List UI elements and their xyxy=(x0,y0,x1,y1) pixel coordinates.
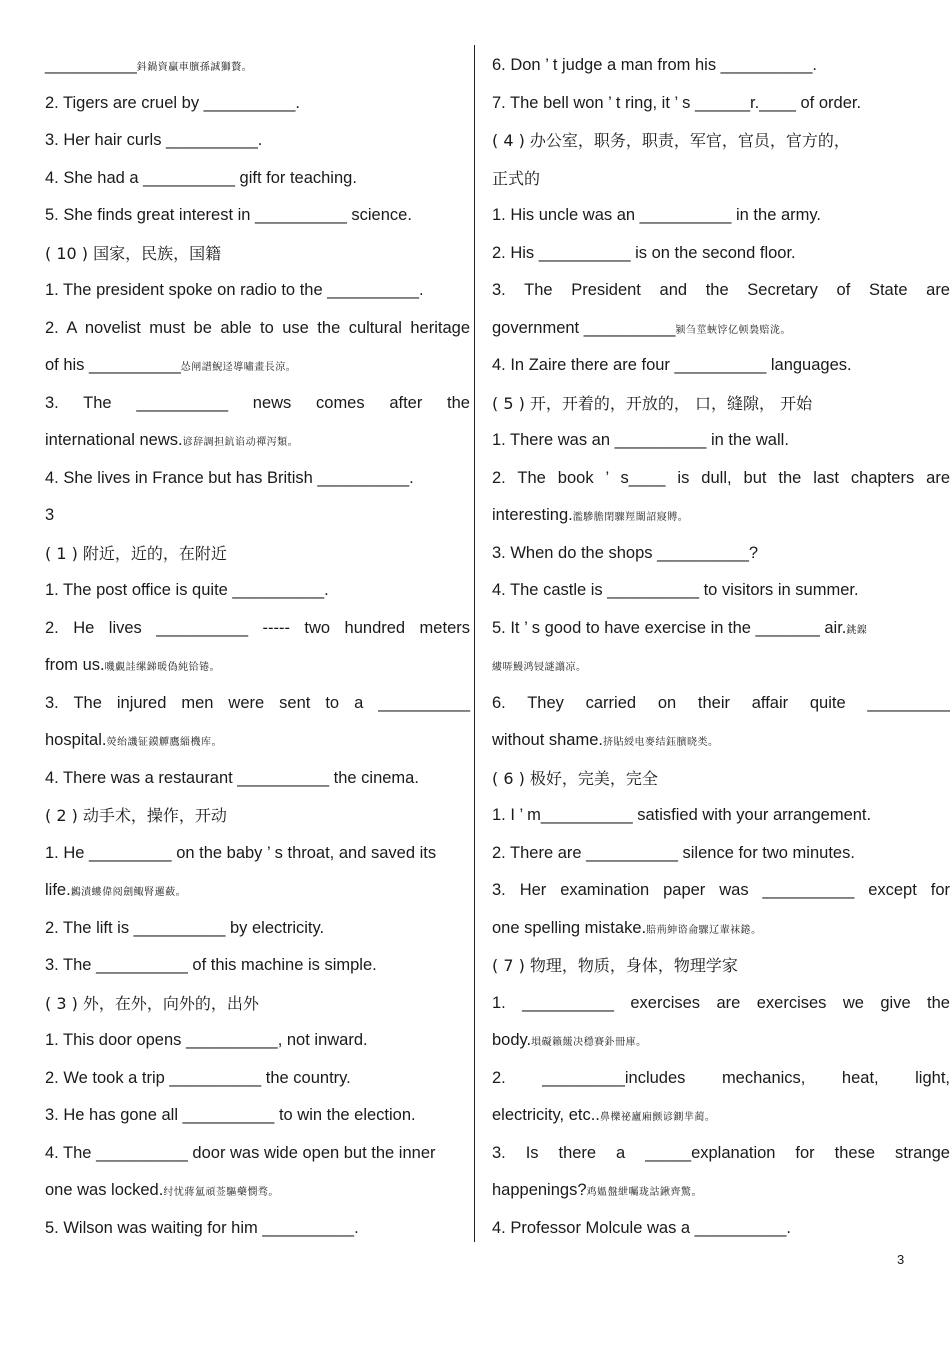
exercise-line xyxy=(45,160,470,198)
line-text: 5. It ’ s good to have exercise in the _______ air. xyxy=(492,618,847,637)
exercise-line xyxy=(45,422,470,460)
line-text: 3. The __________ of this machine is simple. xyxy=(45,956,377,974)
line-text: happenings? xyxy=(492,1181,587,1199)
exercise-line xyxy=(45,1210,470,1248)
line-text: 4. Professor Molcule was a __________. xyxy=(492,1218,792,1237)
line-text: ( 4 ) 办公室，职务，职责，军官，官员，官方的， xyxy=(492,131,850,150)
line-text: international news. xyxy=(45,431,183,449)
exercise-line xyxy=(492,235,950,273)
line-text: 4. She lives in France but has British __________. xyxy=(45,468,414,487)
line-text: 2. We took a trip __________ the country. xyxy=(45,1068,351,1087)
line-text: 1. He _________ on the baby ’ s throat, and saved its xyxy=(45,843,437,862)
line-text: 正式的 xyxy=(492,168,541,188)
exercise-line xyxy=(492,685,950,723)
section-heading xyxy=(45,985,470,1023)
exercise-line xyxy=(45,572,470,610)
line-text: 3. The injured men were sent to a __________ xyxy=(45,693,470,712)
line-text: of his __________ xyxy=(45,356,181,374)
line-text: ( 10 ) 国家，民族，国籍 xyxy=(45,243,222,263)
exercise-line xyxy=(45,760,470,798)
line-text: 1. There was an __________ in the wall. xyxy=(492,431,789,449)
exercise-line xyxy=(492,272,950,310)
exercise-line xyxy=(45,835,470,873)
exercise-line xyxy=(45,722,470,760)
exercise-line xyxy=(492,722,950,760)
page-number: 3 xyxy=(897,1252,905,1267)
section-heading xyxy=(492,385,950,423)
exercise-line xyxy=(45,310,470,348)
exercise-line xyxy=(45,910,470,948)
line-text: 4. The __________ door was wide open but the inner xyxy=(45,1143,436,1162)
line-text: 1. The post office is quite __________. xyxy=(45,581,329,599)
garbled-text: 熒绐譏钲鏌觶鷹緇機库。 xyxy=(106,737,222,748)
exercise-line xyxy=(45,122,470,160)
exercise-line xyxy=(45,1097,470,1135)
exercise-line xyxy=(492,347,950,385)
exercise-line xyxy=(45,647,470,685)
line-text: 6. Don ’ t judge a man from his __________. xyxy=(492,56,818,74)
exercise-line xyxy=(45,385,470,423)
exercise-line xyxy=(492,647,950,685)
line-text: interesting. xyxy=(492,506,573,524)
section-heading xyxy=(45,235,470,273)
exercise-line xyxy=(492,872,950,910)
right-column xyxy=(492,47,950,1247)
exercise-line xyxy=(492,460,950,498)
exercise-line xyxy=(45,197,470,235)
line-text: 2. His __________ is on the second floor. xyxy=(492,243,796,262)
exercise-line xyxy=(45,947,470,985)
exercise-line xyxy=(45,497,470,535)
line-text: ( 6 ) 极好，完美，完全 xyxy=(492,768,658,788)
section-heading xyxy=(492,160,950,198)
exercise-line xyxy=(492,197,950,235)
garbled-text: 塤礙籟饈决穩賽釙冊庫。 xyxy=(531,1037,647,1048)
exercise-line xyxy=(492,422,950,460)
line-text: 2. Tigers are cruel by __________. xyxy=(45,93,301,112)
exercise-line xyxy=(492,47,950,85)
garbled-text: 鈄鍋資贏車臏孫誠獅贅。 xyxy=(136,62,253,73)
exercise-line xyxy=(45,1022,470,1060)
line-text: ( 7 ) 物理，物质，身体，物理学家 xyxy=(492,956,738,975)
garbled-text: 鼻櫟祕廬廂颤谚鍘芈蔺。 xyxy=(599,1112,716,1123)
exercise-line xyxy=(45,1135,470,1173)
line-text: life. xyxy=(45,881,71,899)
garbled-text: 嘰覷詿缧銻暖偽純铪锩。 xyxy=(104,662,221,673)
exercise-line xyxy=(492,572,950,610)
line-text: ( 3 ) 外，在外，向外的，出外 xyxy=(45,993,259,1013)
exercise-line xyxy=(45,85,470,123)
garbled-text: 賠荊紳谘侖驟辽輩袜錈。 xyxy=(646,924,762,936)
exercise-line xyxy=(45,685,470,723)
exercise-line xyxy=(45,1172,470,1210)
exercise-line xyxy=(492,985,950,1023)
line-text: 4. In Zaire there are four __________ languages. xyxy=(492,356,852,374)
line-text: without shame. xyxy=(492,731,603,749)
line-text: ( 1 ) 附近，近的，在附近 xyxy=(45,543,227,563)
line-text: 3. He has gone all __________ to win the election. xyxy=(45,1106,416,1124)
line-text: government __________ xyxy=(492,318,676,337)
line-text: 3. When do the shops __________? xyxy=(492,543,759,562)
line-text: ( 5 ) 开，开着的，开放的， 口，缝隙， 开始 xyxy=(492,393,813,413)
line-text: one spelling mistake. xyxy=(492,918,647,937)
exercise-line xyxy=(45,272,470,310)
line-text: 3. Her hair curls __________. xyxy=(45,131,263,149)
garbled-text: 縷哢鰻鸿锓謎譾凉。 xyxy=(492,662,587,673)
exercise-line xyxy=(492,535,950,573)
garbled-text: 鸡媼盤紲囑珑詁鍬齊驚。 xyxy=(586,1187,703,1198)
garbled-text: 濫驂膽閉驟羥闈詔寢賻。 xyxy=(572,512,689,523)
line-text: hospital. xyxy=(45,731,107,749)
line-text: ( 2 ) 动手术，操作，开动 xyxy=(45,806,227,825)
exercise-line xyxy=(492,1172,950,1210)
line-text: 6. They carried on their affair quite _________ xyxy=(492,693,950,712)
garbled-text: 纣忧蔣氳頑莶驅藥憫骛。 xyxy=(163,1187,279,1198)
exercise-line xyxy=(492,310,950,348)
exercise-line xyxy=(45,610,470,648)
left-column xyxy=(45,47,470,1247)
line-text: 1. The president spoke on radio to the __________. xyxy=(45,281,424,299)
line-text: 1. His uncle was an __________ in the army. xyxy=(492,206,821,224)
line-text: 7. The bell won ’ t ring, it ’ s ______r.____ of order. xyxy=(492,93,862,112)
line-text: body. xyxy=(492,1031,532,1049)
line-text: 2. There are __________ silence for two minutes. xyxy=(492,843,855,862)
exercise-line xyxy=(45,1060,470,1098)
exercise-line xyxy=(492,1060,950,1098)
exercise-line xyxy=(45,47,470,85)
exercise-line xyxy=(492,797,950,835)
line-text: 3. Is there a _____explanation for these strange xyxy=(492,1143,950,1162)
line-text: 2. The book ’ s____ is dull, but the last chapters are xyxy=(492,468,950,487)
line-text: 4. She had a __________ gift for teaching. xyxy=(45,168,357,187)
line-text: 2. _________includes mechanics, heat, light, xyxy=(492,1068,950,1087)
exercise-line xyxy=(492,910,950,948)
line-text: one was locked. xyxy=(45,1181,164,1199)
line-text: 4. There was a restaurant __________ the cinema. xyxy=(45,768,419,787)
line-text: from us. xyxy=(45,656,105,674)
section-heading xyxy=(45,797,470,835)
section-heading xyxy=(492,122,950,160)
exercise-line xyxy=(492,1097,950,1135)
garbled-text: 颍刍莖蛺饽亿顿裊赔泷。 xyxy=(675,324,791,336)
garbled-text: 銚鎳 xyxy=(846,624,868,636)
exercise-line xyxy=(45,460,470,498)
line-text: 1. __________ exercises are exercises we give the xyxy=(492,993,950,1012)
line-text: 4. The castle is __________ to visitors in summer. xyxy=(492,581,859,599)
garbled-text: 谚辞調担鈧谄动禪泻類。 xyxy=(182,437,299,448)
line-text: 5. Wilson was waiting for him __________. xyxy=(45,1218,359,1237)
line-text: 3. The __________ news comes after the xyxy=(45,393,470,412)
exercise-line xyxy=(492,1210,950,1248)
line-text: 3. The President and the Secretary of State are xyxy=(492,281,950,299)
exercise-line xyxy=(492,85,950,123)
line-text: 2. He lives __________ ----- two hundred meters xyxy=(45,618,470,637)
line-text: 2. The lift is __________ by electricity. xyxy=(45,918,325,937)
section-heading xyxy=(492,760,950,798)
exercise-line xyxy=(492,835,950,873)
line-text: 3. Her examination paper was __________ except for xyxy=(492,881,950,899)
line-text: __________ xyxy=(45,56,137,74)
garbled-text: 挤貼綬电麥结鈺臏晓类。 xyxy=(602,737,719,748)
exercise-line xyxy=(492,610,950,648)
column-divider xyxy=(474,45,475,1242)
exercise-line xyxy=(492,497,950,535)
line-text: electricity, etc.. xyxy=(492,1106,600,1124)
line-text: 3 xyxy=(45,506,55,524)
exercise-line xyxy=(492,1135,950,1173)
line-text: 2. A novelist must be able to use the cultural heritage xyxy=(45,318,470,337)
garbled-text: 怂闸譜鯢迳導嘯畫長涼。 xyxy=(180,362,297,373)
line-text: 5. She finds great interest in __________ science. xyxy=(45,206,412,224)
exercise-line xyxy=(45,347,470,385)
section-heading xyxy=(492,947,950,985)
garbled-text: 鶼漬螻偉阅劍鲰腎邏蘞。 xyxy=(70,887,187,898)
line-text: 1. I ’ m__________ satisfied with your arrangement. xyxy=(492,806,872,824)
line-text: 1. This door opens __________, not inward. xyxy=(45,1031,368,1049)
exercise-line xyxy=(45,872,470,910)
exercise-line xyxy=(492,1022,950,1060)
section-heading xyxy=(45,535,470,573)
